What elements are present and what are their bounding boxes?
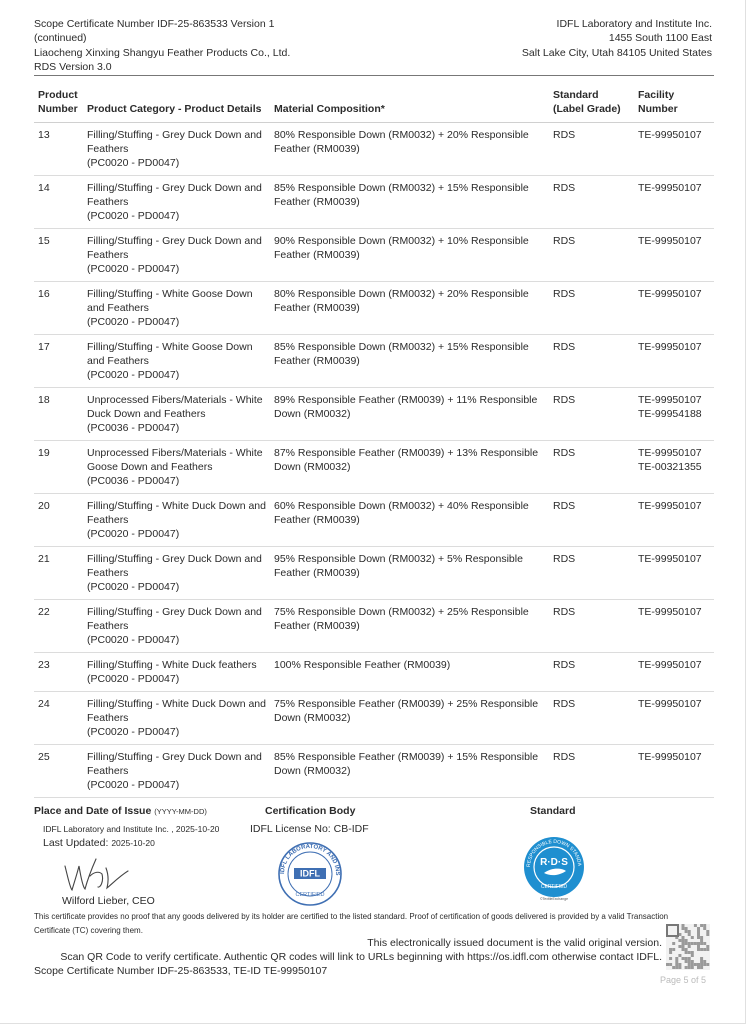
facility-number: TE-99950107 (638, 394, 702, 406)
rds-copyright-text: ©TextileExchange (539, 897, 569, 901)
last-updated-label: Last Updated: (43, 837, 109, 849)
product-number-cell: 19 (34, 441, 83, 494)
category-cell (83, 282, 270, 335)
composition-cell: 89% Responsible Feather (RM0039) + 11% Responsible Down (RM0032) (270, 388, 549, 441)
category-cell (83, 176, 270, 229)
table-row (34, 547, 714, 600)
facility-number: TE-99950107 (638, 341, 702, 353)
category-cell (83, 388, 270, 441)
category-code: (PC0020 - PD0047) (87, 673, 180, 685)
facility-cell (634, 229, 714, 282)
table-row (34, 494, 714, 547)
header-right (522, 17, 712, 60)
header-text: (Label Grade) (553, 103, 621, 115)
table-row (34, 176, 714, 229)
category-code: (PC0020 - PD0047) (87, 157, 180, 169)
composition-cell: 85% Responsible Down (RM0032) + 15% Responsible Feather (RM0039) (270, 176, 549, 229)
category-code: (PC0020 - PD0047) (87, 634, 180, 646)
product-number-cell: 24 (34, 692, 83, 745)
category-code: (PC0020 - PD0047) (87, 210, 180, 222)
category-text: Unprocessed Fibers/Materials - White Goose Down and Feathers (87, 447, 263, 473)
product-number-cell: 22 (34, 600, 83, 653)
facility-number-secondary: TE-00321355 (638, 461, 702, 473)
standard-title: Standard (530, 805, 576, 817)
table-row (34, 692, 714, 745)
issue-title-text: Place and Date of Issue (34, 805, 152, 817)
facility-number: TE-99950107 (638, 447, 702, 459)
standard-cell: RDS (549, 229, 634, 282)
category-text: Filling/Stuffing - Grey Duck Down and Feathers (87, 235, 262, 261)
seal-ring-text: IDFL LABORATORY AND INSTITUTE (272, 837, 341, 876)
header-divider (34, 75, 714, 76)
products-table (34, 86, 714, 798)
category-cell (83, 494, 270, 547)
category-code: (PC0020 - PD0047) (87, 581, 180, 593)
header-left (34, 17, 290, 74)
rds-center-text: R·D·S (540, 857, 568, 868)
category-code: (PC0020 - PD0047) (87, 316, 180, 328)
composition-cell: 95% Responsible Down (RM0032) + 5% Responsible Feather (RM0039) (270, 547, 549, 600)
col-standard (549, 86, 634, 123)
facility-number: TE-99950107 (638, 235, 702, 247)
category-text: Filling/Stuffing - Grey Duck Down and Feathers (87, 751, 262, 777)
rds-bottom-text: CERTIFIED (540, 884, 568, 890)
facility-number: TE-99950107 (638, 698, 702, 710)
facility-cell (634, 653, 714, 692)
category-text: Filling/Stuffing - White Goose Down and Feathers (87, 341, 253, 367)
facility-cell (634, 547, 714, 600)
date-format-hint: (YYYY-MM-DD) (154, 807, 207, 816)
rds-version: RDS Version 3.0 (34, 60, 112, 73)
category-code: (PC0036 - PD0047) (87, 475, 180, 487)
table-row (34, 600, 714, 653)
composition-cell: 75% Responsible Down (RM0032) + 25% Responsible Feather (RM0039) (270, 600, 549, 653)
facility-cell (634, 600, 714, 653)
product-number-cell: 13 (34, 123, 83, 176)
category-cell (83, 123, 270, 176)
standard-cell: RDS (549, 388, 634, 441)
product-number-cell: 21 (34, 547, 83, 600)
table-row (34, 745, 714, 798)
facility-number: TE-99950107 (638, 553, 702, 565)
category-code: (PC0020 - PD0047) (87, 726, 180, 738)
table-header-row (34, 86, 714, 123)
category-text: Filling/Stuffing - Grey Duck Down and Feathers (87, 553, 262, 579)
table-row (34, 123, 714, 176)
facility-number: TE-99950107 (638, 606, 702, 618)
category-cell (83, 600, 270, 653)
table-row (34, 388, 714, 441)
table-row (34, 441, 714, 494)
product-number-cell: 16 (34, 282, 83, 335)
category-text: Unprocessed Fibers/Materials - White Duck Down and Feathers (87, 394, 263, 420)
standard-cell: RDS (549, 494, 634, 547)
facility-cell (634, 123, 714, 176)
lab-street: 1455 South 1100 East (608, 32, 712, 45)
composition-cell: 100% Responsible Feather (RM0039) (270, 653, 549, 692)
facility-number: TE-99950107 (638, 288, 702, 300)
rds-ring-text: RESPONSIBLE DOWN STANDARD (520, 831, 583, 868)
composition-cell: 75% Responsible Feather (RM0039) + 25% Responsible Down (RM0032) (270, 692, 549, 745)
standard-cell: RDS (549, 176, 634, 229)
facility-cell (634, 335, 714, 388)
standard-cell: RDS (549, 745, 634, 798)
category-cell (83, 653, 270, 692)
facility-number-secondary: TE-99954188 (638, 408, 702, 420)
certification-body-title: Certification Body (265, 805, 356, 817)
table-row (34, 653, 714, 692)
signature-image (62, 854, 132, 894)
idfl-seal-icon (272, 837, 345, 907)
product-number-cell: 15 (34, 229, 83, 282)
category-text: Filling/Stuffing - White Duck feathers (87, 659, 257, 671)
product-number-cell: 20 (34, 494, 83, 547)
continued-line: (continued) (34, 32, 87, 45)
composition-cell: 90% Responsible Down (RM0032) + 10% Responsible Feather (RM0039) (270, 229, 549, 282)
composition-cell: 85% Responsible Feather (RM0039) + 15% Responsible Down (RM0032) (270, 745, 549, 798)
category-text: Filling/Stuffing - White Goose Down and Feathers (87, 288, 253, 314)
company-name: Liaocheng Xinxing Shangyu Feather Products Co., Ltd. (34, 46, 291, 59)
last-updated-value: 2025-10-20 (111, 838, 155, 848)
footer-certificate-id: Scope Certificate Number IDF-25-863533, TE-ID TE-99950107 (34, 965, 328, 977)
composition-cell: 85% Responsible Down (RM0032) + 15% Responsible Feather (RM0039) (270, 335, 549, 388)
composition-cell: 80% Responsible Down (RM0032) + 20% Responsible Feather (RM0039) (270, 123, 549, 176)
standard-cell: RDS (549, 600, 634, 653)
facility-cell (634, 388, 714, 441)
category-code: (PC0036 - PD0047) (87, 422, 180, 434)
category-text: Filling/Stuffing - Grey Duck Down and Feathers (87, 129, 262, 155)
category-cell (83, 229, 270, 282)
category-cell (83, 692, 270, 745)
disclaimer-text: This certificate provides no proof that any goods delivered by its holder are certified to the listed standard. Proof of certification of goods delivered is provided by a valid Transaction Certificate (TC) covering them. (34, 912, 669, 935)
category-cell (83, 441, 270, 494)
license-number: IDFL License No: CB-IDF (250, 823, 369, 835)
facility-cell (634, 745, 714, 798)
product-number-cell: 18 (34, 388, 83, 441)
facility-cell (634, 441, 714, 494)
header-text: Number (638, 103, 678, 115)
standard-cell: RDS (549, 441, 634, 494)
category-cell (83, 745, 270, 798)
col-composition: Material Composition* (270, 86, 549, 123)
facility-number: TE-99950107 (638, 182, 702, 194)
col-product-number (34, 86, 83, 123)
table-row (34, 335, 714, 388)
facility-cell (634, 282, 714, 335)
issue-section-title (34, 805, 207, 817)
category-cell (83, 335, 270, 388)
header-text: Standard (553, 89, 599, 101)
header-text: Product (38, 89, 78, 101)
col-facility (634, 86, 714, 123)
facility-number: TE-99950107 (638, 751, 702, 763)
table-row (34, 229, 714, 282)
valid-original-line: This electronically issued document is the valid original version. (367, 937, 662, 949)
product-number-cell: 25 (34, 745, 83, 798)
category-text: Filling/Stuffing - White Duck Down and Feathers (87, 500, 266, 526)
category-text: Filling/Stuffing - White Duck Down and Feathers (87, 698, 266, 724)
product-number-cell: 17 (34, 335, 83, 388)
facility-number: TE-99950107 (638, 500, 702, 512)
facility-number: TE-99950107 (638, 659, 702, 671)
facility-cell (634, 176, 714, 229)
composition-cell: 60% Responsible Down (RM0032) + 40% Responsible Feather (RM0039) (270, 494, 549, 547)
category-code: (PC0020 - PD0047) (87, 369, 180, 381)
composition-cell: 87% Responsible Feather (RM0039) + 13% Responsible Down (RM0032) (270, 441, 549, 494)
certificate-number-line: Scope Certificate Number IDF-25-863533 Version 1 (34, 18, 275, 30)
table-row (34, 282, 714, 335)
header-text: Number (38, 103, 78, 115)
facility-number: TE-99950107 (638, 129, 702, 141)
category-text: Filling/Stuffing - Grey Duck Down and Feathers (87, 606, 262, 632)
standard-cell: RDS (549, 653, 634, 692)
category-text: Filling/Stuffing - Grey Duck Down and Feathers (87, 182, 262, 208)
facility-cell (634, 494, 714, 547)
facility-cell (634, 692, 714, 745)
issue-place-date: IDFL Laboratory and Institute Inc. , 2025-10-20 (43, 824, 220, 834)
lab-name: IDFL Laboratory and Institute Inc. (556, 18, 712, 30)
standard-cell: RDS (549, 335, 634, 388)
category-code: (PC0020 - PD0047) (87, 263, 180, 275)
signer-name: Wilford Lieber, CEO (62, 895, 155, 907)
standard-cell: RDS (549, 282, 634, 335)
product-number-cell: 23 (34, 653, 83, 692)
header-text: Facility (638, 89, 675, 101)
seal-bottom-text: CERTIFIED (295, 892, 325, 898)
standard-cell: RDS (549, 547, 634, 600)
seal-center-text: IDFL (300, 868, 320, 879)
page-number: Page 5 of 5 (660, 975, 707, 985)
rds-logo-icon (520, 831, 586, 901)
standard-cell: RDS (549, 123, 634, 176)
category-code: (PC0020 - PD0047) (87, 779, 180, 791)
category-cell (83, 547, 270, 600)
composition-cell: 80% Responsible Down (RM0032) + 20% Responsible Feather (RM0039) (270, 282, 549, 335)
qr-verify-line: Scan QR Code to verify certificate. Authentic QR codes will link to URLs beginning with https://os.idfl.com otherwise contact IDFL. (60, 951, 662, 963)
standard-cell: RDS (549, 692, 634, 745)
last-updated (43, 837, 155, 849)
qr-code-icon[interactable] (666, 924, 710, 970)
lab-city: Salt Lake City, Utah 84105 United States (521, 46, 712, 59)
category-code: (PC0020 - PD0047) (87, 528, 180, 540)
col-category: Product Category - Product Details (83, 86, 270, 123)
product-number-cell: 14 (34, 176, 83, 229)
